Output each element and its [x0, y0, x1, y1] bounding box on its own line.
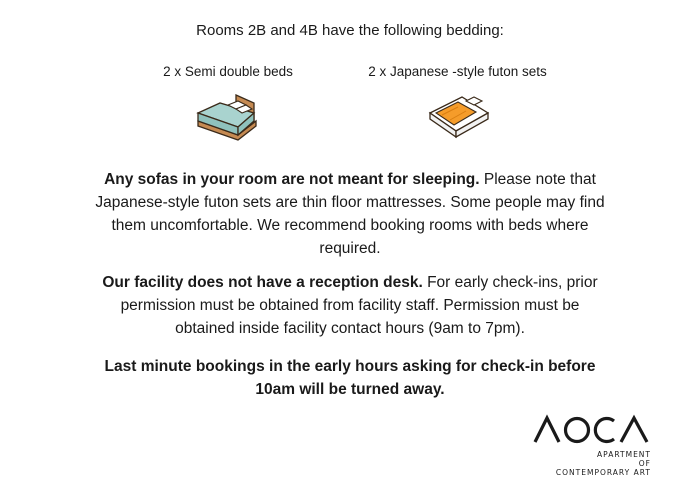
- aoca-logo: [533, 414, 651, 484]
- reception-notice-text: For early check-ins, prior permission must be obtained from facility staff. Permission must be obtained inside facility contact hours (9am to 7pm).: [120, 274, 598, 337]
- logo-line-of: OF: [638, 459, 651, 468]
- sofa-notice-bold: Any sofas in your room are not meant for sleeping.: [104, 171, 480, 188]
- reception-notice: [95, 271, 605, 340]
- futon-icon: [422, 91, 494, 143]
- last-minute-notice: [95, 355, 605, 401]
- sofa-notice-text: Please note that Japanese-style futon sets are thin floor mattresses. Some people may find them uncomfortable. We recommend booking rooms with beds where required.: [95, 171, 605, 257]
- logo-line-contemporary-art: CONTEMPORARY ART: [555, 468, 651, 477]
- aoca-wordmark-icon: [533, 414, 651, 444]
- page-heading: Rooms 2B and 4B have the following bedding:: [196, 22, 504, 39]
- bedding-item-beds: [128, 64, 328, 141]
- bed-icon: [192, 91, 264, 141]
- bedding-label: 2 x Semi double beds: [163, 64, 293, 79]
- bedding-item-futons: [355, 64, 560, 143]
- last-minute-notice-bold: Last minute bookings in the early hours asking for check-in before 10am will be turned away.: [104, 358, 596, 398]
- sofa-notice: [95, 168, 605, 260]
- reception-notice-bold: Our facility does not have a reception desk.: [102, 274, 423, 291]
- logo-line-apartment: APARTMENT: [597, 450, 651, 459]
- bedding-label: 2 x Japanese -style futon sets: [368, 64, 547, 79]
